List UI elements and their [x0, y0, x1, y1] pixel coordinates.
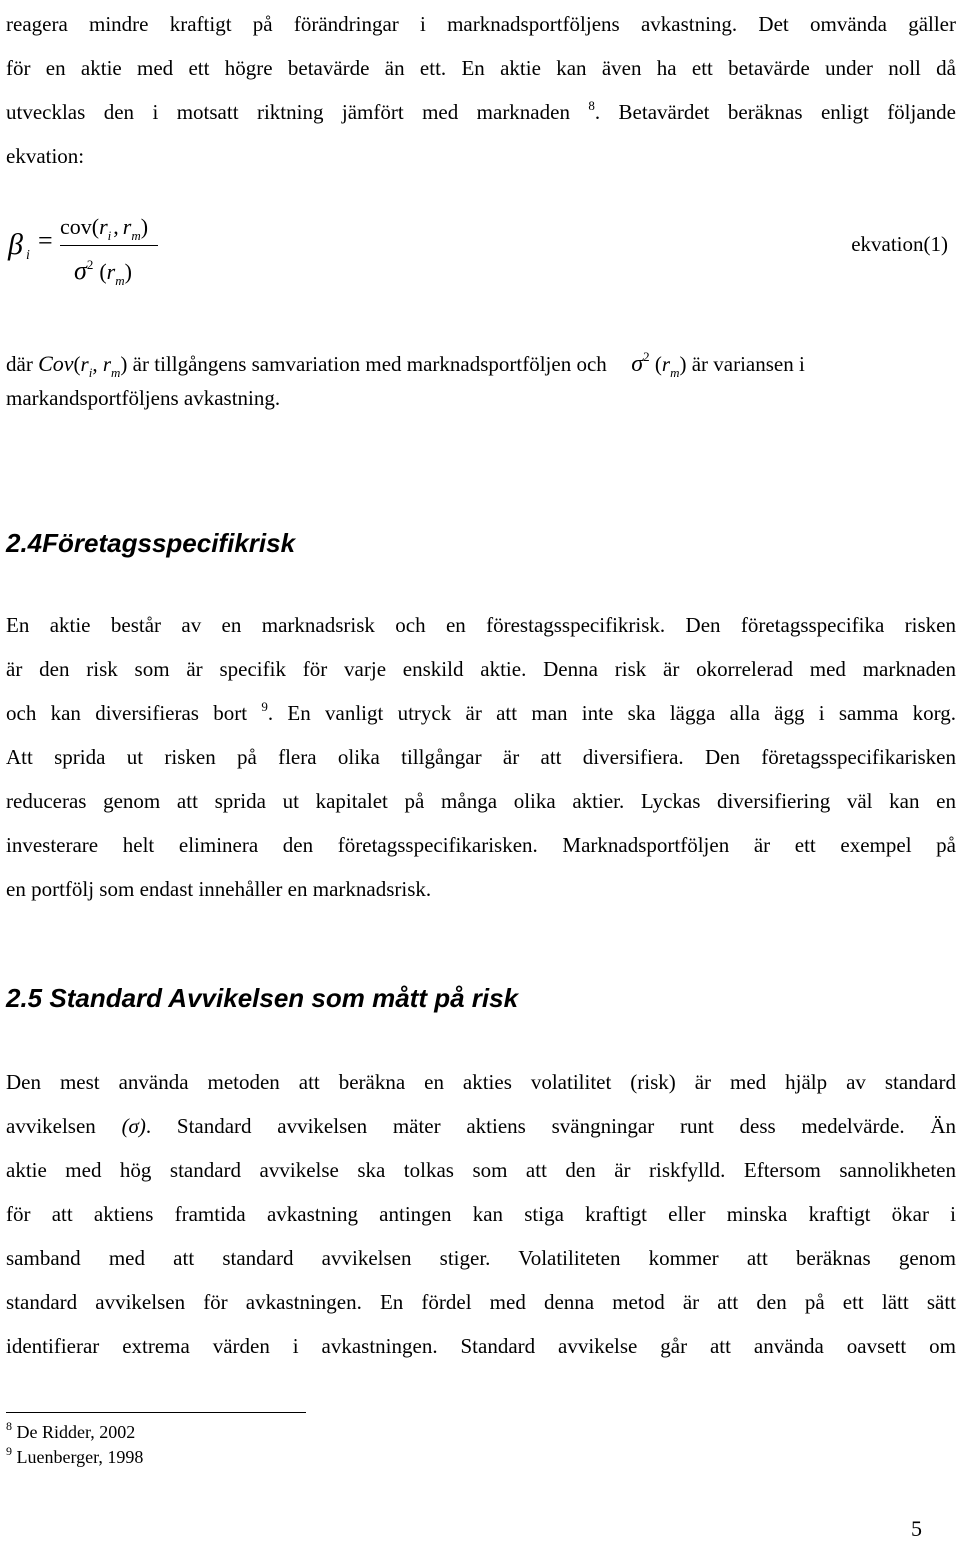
variance-close: ): [679, 352, 687, 376]
section-heading-2-5: 2.5 Standard Avvikelsen som mått på risk: [6, 983, 519, 1013]
variance-open: (: [654, 352, 662, 376]
intro-line-3-text: utvecklas den i motsatt riktning jämfört med marknaden: [6, 100, 570, 124]
footnote-8-number: 8: [6, 1419, 12, 1433]
s25-line-2: [6, 1104, 956, 1148]
equation-denominator: [74, 256, 132, 286]
word-dar: där: [6, 352, 33, 376]
s25-line-1: Den mest använda metoden att beräkna en akties volatilitet (risk) är med hjälp av standard: [6, 1070, 956, 1094]
s24-line-3-text: och kan diversifieras bort: [6, 701, 248, 725]
beta-subscript: i: [26, 248, 30, 263]
numerator-close: ): [140, 214, 149, 239]
s24-line-4: Att sprida ut risken på flera olika tillgångar är att diversifiera. Den företagsspecifikarisken: [6, 745, 956, 769]
explanation-paragraph: [6, 342, 956, 420]
cov-label: Cov: [38, 351, 74, 376]
footnote-ref-8: 8: [588, 98, 595, 113]
intro-line-4: ekvation:: [6, 144, 85, 168]
s25-line-7: identifierar extrema värden i avkastningen. Standard avvikelse går att använda oavsett om: [6, 1334, 956, 1358]
equation-label: ekvation(1): [851, 232, 948, 256]
beta-symbol: β: [8, 228, 23, 261]
cov-open: (: [73, 352, 81, 376]
footnote-9: [6, 1444, 144, 1468]
numerator-comma: ,: [113, 214, 119, 239]
footnote-separator: [6, 1412, 306, 1413]
s24-line-7: en portfölj som endast innehåller en marknadsrisk.: [6, 877, 432, 901]
variance-r-m: r: [661, 352, 671, 376]
s24-line-3: [6, 691, 956, 735]
numerator-r-i: r: [99, 214, 108, 239]
section-heading-2-4: 2.4Företagsspecifikrisk: [6, 528, 296, 558]
section-2-4-paragraph: [6, 603, 956, 911]
cov-r-m: r: [102, 352, 112, 376]
denominator-subscript-m: m: [115, 273, 125, 288]
intro-line-3-end: . Betavärdet beräknas enligt följande: [594, 100, 956, 124]
explanation-middle: är tillgångens samvariation med marknadsportföljen och: [132, 352, 607, 376]
s24-line-5: reduceras genom att sprida ut kapitalet på många olika aktier. Lyckas diversifiering väl kan en: [6, 789, 956, 813]
cov-r-i: r: [80, 352, 89, 376]
denominator-open: (: [99, 259, 107, 284]
intro-line-1: reagera mindre kraftigt på förändringar i marknadsportföljens avkastning. Det omvända gäller: [6, 12, 956, 36]
footnote-8: [6, 1419, 136, 1443]
explanation-line-2: markandsportföljens avkastning.: [6, 386, 281, 410]
s25-line-4: för att aktiens framtida avkastning antingen kan stiga kraftigt eller minska kraftigt ökar i: [6, 1202, 956, 1226]
footnote-9-number: 9: [6, 1444, 12, 1458]
denominator-close: ): [124, 259, 132, 284]
denominator-r-m: r: [106, 259, 116, 284]
cov-comma: ,: [92, 352, 98, 376]
fraction-bar: [60, 245, 158, 246]
s24-line-1: En aktie består av en marknadsrisk och en förestagsspecifikrisk. Den företagsspecifika risken: [6, 613, 956, 637]
cov-subscript-i: i: [88, 365, 93, 380]
numerator-subscript-i: i: [107, 228, 112, 243]
explanation-end: är variansen i: [691, 352, 805, 376]
sigma-squared: 2: [86, 257, 94, 272]
s24-line-2: är den risk som är specifik för varje enskild aktie. Denna risk är okorrelerad med marknaden: [6, 657, 956, 681]
variance-power: 2: [643, 349, 650, 364]
equation-numerator: [60, 214, 149, 243]
footnote-ref-9: 9: [261, 699, 268, 714]
explanation-line-1: [6, 342, 956, 386]
beta-equation: [0, 0, 960, 300]
cov-close: ): [120, 352, 128, 376]
s25-line-2-end: . Standard avvikelsen mäter aktiens svängningar runt dess medelvärde. Än: [145, 1114, 957, 1138]
cov-function: cov(: [60, 214, 100, 239]
s25-line-6: standard avvikelsen för avkastningen. En fördel med denna metod är att den på ett lätt sätt: [6, 1290, 956, 1314]
s25-line-5: samband med att standard avvikelsen stiger. Volatiliteten kommer att beräknas genom: [6, 1246, 956, 1270]
s25-line-2-text: avvikelsen: [6, 1114, 96, 1138]
s24-line-3-end: . En vanligt utryck är att man inte ska lägga alla ägg i samma korg.: [267, 701, 957, 725]
cov-subscript-m: m: [111, 365, 121, 380]
numerator-subscript-m: m: [131, 228, 141, 243]
sigma-symbol-inline: (σ): [121, 1114, 146, 1138]
footnote-9-text: Luenberger, 1998: [16, 1447, 144, 1467]
page-number: 5: [911, 1516, 922, 1541]
footnote-8-text: De Ridder, 2002: [16, 1422, 136, 1442]
variance-subscript-m: m: [670, 365, 680, 380]
sigma-symbol: σ: [74, 256, 87, 285]
s24-line-6: investerare helt eliminera den företagsspecifikarisken. Marknadsportföljen är ett exempel på: [6, 833, 956, 857]
equals-sign: =: [38, 226, 53, 255]
numerator-r-m: r: [122, 214, 132, 239]
intro-line-2: för en aktie med ett högre betavärde än ett. En aktie kan även ha ett betavärde under noll då: [6, 56, 956, 80]
variance-sigma: σ: [631, 351, 644, 377]
section-2-5-paragraph: [6, 1060, 956, 1368]
s25-line-3: aktie med hög standard avvikelse ska tolkas som att den är riskfylld. Eftersom sannolikheten: [6, 1158, 956, 1182]
